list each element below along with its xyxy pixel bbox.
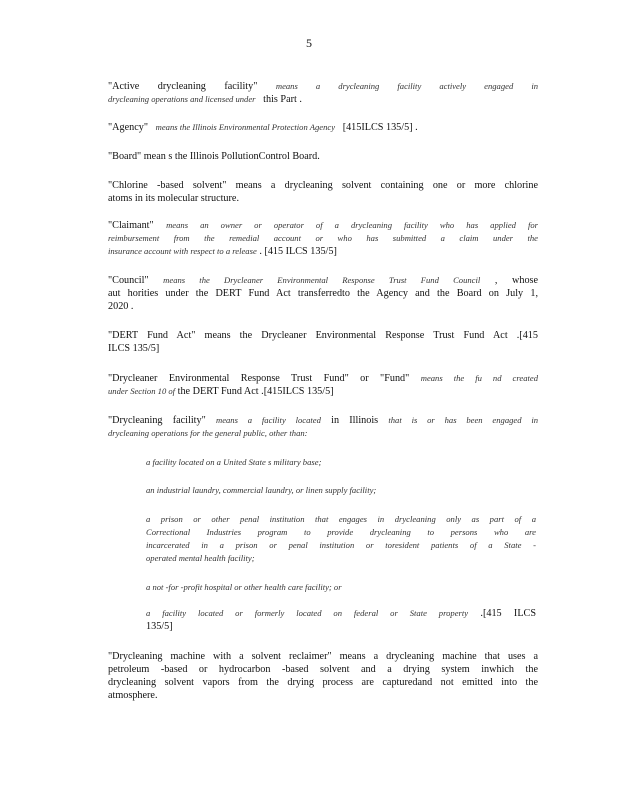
term-agency: "Agency"	[108, 122, 148, 133]
page-number: 5	[306, 36, 312, 50]
exclusion-penal-institution: a prison or other penal institution that engages in drycleaning only as part of a Correctional Industries program to provide drycleaning to persons who are incarcerated in a prison or penal institution or toresident patients of a State - operated mental health facility;	[146, 514, 536, 563]
definition-council: "Council" means the Drycleaner Environmental Response Trust Fund Council , whose aut horities under the DERT Fund Act transferredto the Agency and the Board on July 1, 2020 .	[108, 275, 539, 312]
term-fund: "Drycleaner Environmental Response Trust Fund" or "Fund"	[108, 373, 410, 384]
exclusion-military-base: a facility located on a United State s military base;	[146, 457, 322, 467]
definition-active-drycleaning-facility: "Active drycleaning facility" means a drycleaning facility actively engaged in drycleaning operations and licensed under this Part .	[108, 81, 539, 105]
definition-board: "Board" mean s the Illinois PollutionControl Board.	[108, 151, 320, 162]
definition-dert-fund-act: "DERT Fund Act" means the Drycleaner Environmental Response Trust Fund Act .[415 ILCS 135/5]	[108, 330, 538, 354]
definition-claimant: "Claimant" means an owner or operator of a drycleaning facility who has applied for reimbursement from the remedial account or who has submitted a claim under the insurance account with respect to a release . [415 ILCS 135/5]	[108, 220, 539, 257]
exclusion-federal-state-property: a facility located or formerly located on federal or State property .[415 ILCS 135/5]	[146, 608, 537, 632]
definition-agency: "Agency" means the Illinois Environmental Protection Agency [415ILCS 135/5] .	[108, 122, 418, 133]
term-active-drycleaning-facility: "Active drycleaning facility"	[108, 81, 258, 92]
definition-fund: "Drycleaner Environmental Response Trust Fund" or "Fund" means the fu nd created under Section 10 of the DERT Fund Act .[415ILCS 135/5]	[108, 373, 538, 397]
definition-drycleaning-machine: "Drycleaning machine with a solvent reclaimer" means a drycleaning machine that uses a petroleum -based or hydrocarbon -based solvent and a drying system inwhich the drycleaning solvent vapors from the drying process are capturedand not emitted into the atmosphere.	[108, 651, 538, 701]
definition-chlorine-based-solvent: "Chlorine -based solvent" means a drycleaning solvent containing one or more chlorine atoms in its molecular structure.	[108, 180, 538, 204]
term-council: "Council"	[108, 275, 149, 286]
definition-drycleaning-facility: "Drycleaning facility" means a facility located in Illinois that is or has been engaged in drycleaning operations for the general public, other than:	[108, 415, 539, 438]
exclusion-industrial-laundry: an industrial laundry, commercial laundry, or linen supply facility;	[146, 485, 377, 495]
term-claimant: "Claimant"	[108, 220, 154, 231]
exclusion-hospital: a not -for -profit hospital or other health care facility; or	[146, 582, 342, 592]
term-drycleaning-facility: "Drycleaning facility"	[108, 415, 206, 426]
